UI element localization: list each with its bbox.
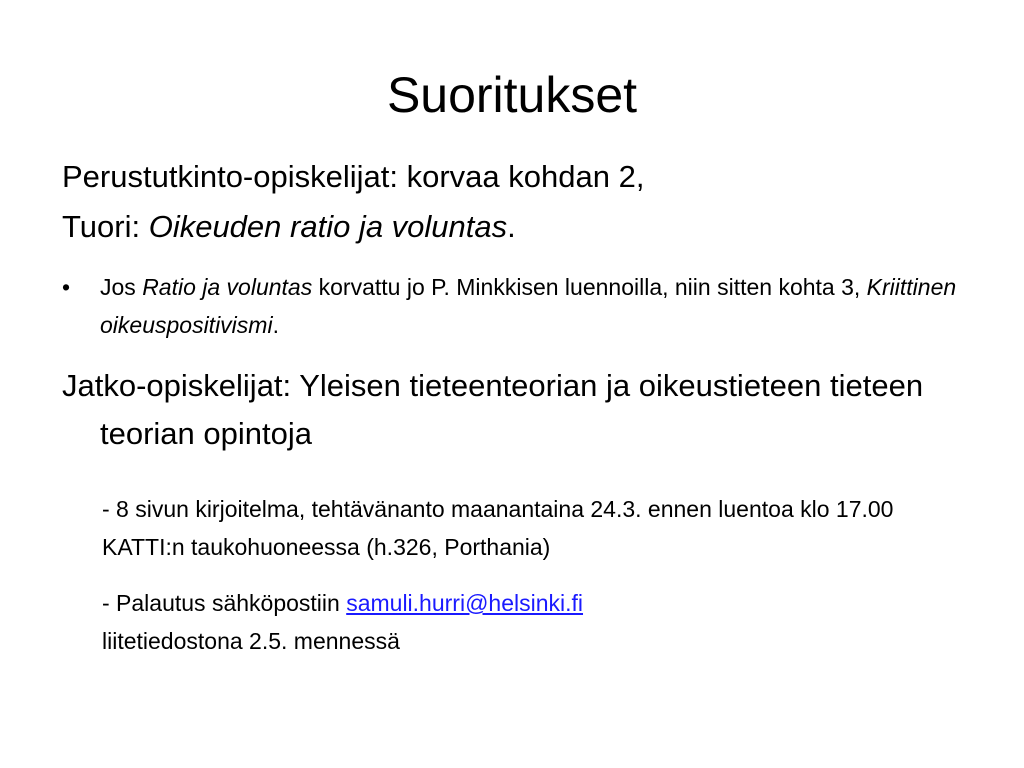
sub2-post: liitetiedostona 2.5. mennessä bbox=[102, 628, 400, 654]
sub2-pre: - Palautus sähköpostiin bbox=[102, 590, 347, 616]
sub-item-palautus bbox=[102, 584, 982, 660]
p1-line1: Perustutkinto-opiskelijat: korvaa kohdan 2, bbox=[62, 159, 645, 194]
bullet-marker: • bbox=[62, 274, 71, 300]
bullet-italic-1: Ratio ja voluntas bbox=[142, 274, 313, 300]
p1-line2-italic: Oikeuden ratio ja voluntas bbox=[148, 209, 508, 244]
bullet-post: . bbox=[272, 312, 279, 338]
bullet-mid: korvattu jo P. Minkkisen luennoilla, niin sitten kohta 3, bbox=[312, 274, 867, 300]
slide-title: Suoritukset bbox=[386, 67, 638, 123]
sub-item-kirjoitelma: - 8 sivun kirjoitelma, tehtävänanto maanantaina 24.3. ennen luentoa klo 17.00 KATTI:n taukohuoneessa (h.326, Porthania) bbox=[102, 496, 894, 560]
bullet-text bbox=[62, 268, 962, 344]
paragraph-perustutkinto bbox=[62, 152, 962, 252]
bullet-item bbox=[62, 268, 962, 344]
paragraph-jatko: Jatko-opiskelijat: Yleisen tieteenteorian ja oikeustieteen tieteen teorian opintoja bbox=[62, 368, 924, 451]
p1-line2-post: . bbox=[507, 209, 516, 244]
bullet-pre: Jos bbox=[100, 274, 143, 300]
email-link[interactable]: samuli.hurri@helsinki.fi bbox=[346, 590, 584, 616]
p1-line2-pre: Tuori: bbox=[62, 209, 149, 244]
bullet-italic-2: Kriittinen oikeuspositivismi bbox=[100, 274, 957, 338]
